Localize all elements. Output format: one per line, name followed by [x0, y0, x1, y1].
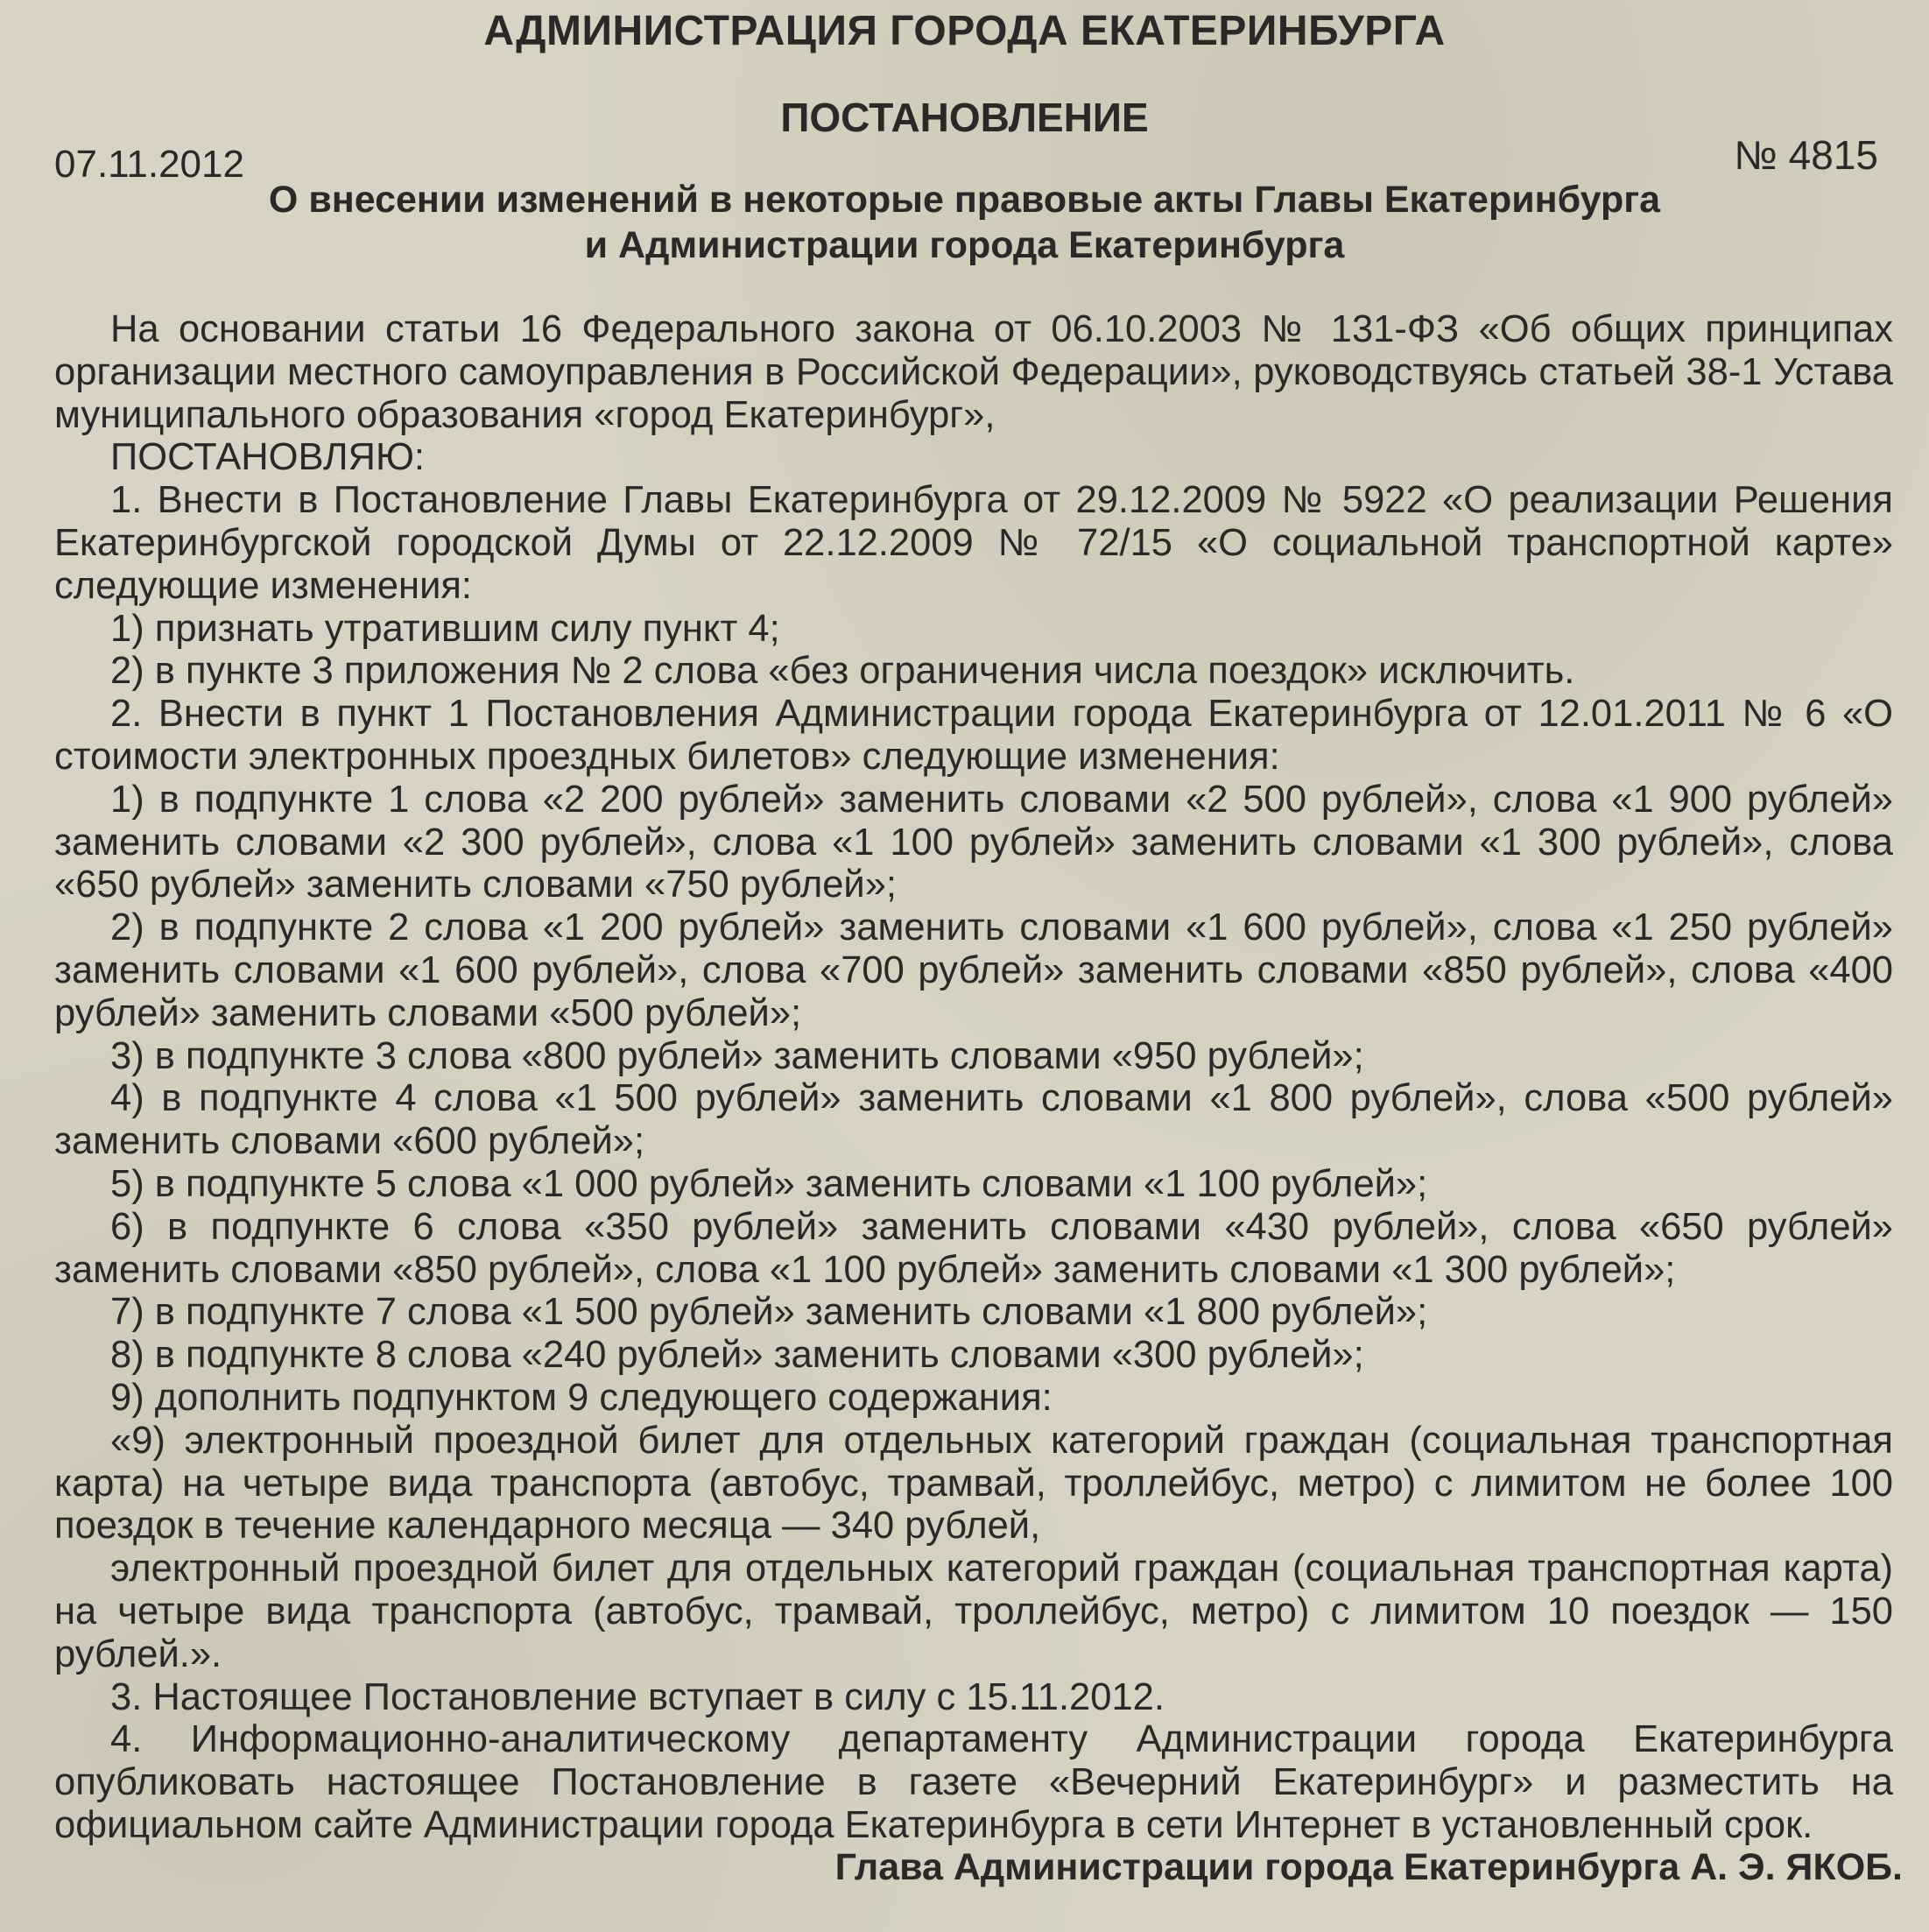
paragraph-item-2-5: 5) в подпункте 5 слова «1 000 рублей» заменить словами «1 100 рублей»; [110, 1162, 1428, 1205]
paragraph-resolve: ПОСТАНОВЛЯЮ: [110, 436, 425, 479]
paragraph-item-3: 3. Настоящее Постановление вступает в силу с 15.11.2012. [110, 1675, 1165, 1718]
paragraph-quoted-9-part-2: электронный проездной билет для отдельных категорий граждан (социальная транспортная карта) на четыре вида транспорта (автобус, трамвай, троллейбус, метро) с лимитом 10 поездок — 150 рублей.». [54, 1548, 1893, 1675]
paragraph-preamble: На основании статьи 16 Федерального закона от 06.10.2003 № 131-ФЗ «Об общих принципах организации местного самоуправления в Российской Федерации», руководствуясь статьей 38-1 Устава муниципального образования «город Екатеринбург», [54, 308, 1893, 436]
paragraph-item-2-8: 8) в подпункте 8 слова «240 рублей» заменить словами «300 рублей»; [110, 1334, 1364, 1377]
document-title-line-1: О внесении изменений в некоторые правовые акты Главы Екатеринбурга [268, 179, 1661, 221]
paragraph-item-1-1: 1) признать утратившим силу пункт 4; [110, 607, 780, 650]
paragraph-item-1: 1. Внести в Постановление Главы Екатеринбурга от 29.12.2009 № 5922 «О реализации Решения Екатеринбургской городской Думы от 22.12.2009 № 72/15 «О социальной транспортной карте» следующие изменения: [54, 479, 1893, 607]
document-date: 07.11.2012 [54, 143, 244, 186]
document-body [54, 308, 1893, 1847]
paragraph-item-2-9: 9) дополнить подпунктом 9 следующего содержания: [110, 1376, 1053, 1419]
paragraph-item-4: 4. Информационно-аналитическому департаменту Администрации города Екатеринбурга опубликовать настоящее Постановление в газете «Вечерний Екатеринбург» и разместить на официальном сайте Администрации города Екатеринбурга в сети Интернет в установленный срок. [54, 1718, 1893, 1846]
paragraph-item-2-1: 1) в подпункте 1 слова «2 200 рублей» заменить словами «2 500 рублей», слова «1 900 рублей» заменить словами «2 300 рублей», слова «1 100 рублей» заменить словами «1 300 рублей», слова «650 рублей» заменить словами «750 рублей»; [54, 778, 1893, 906]
document-number: № 4815 [1734, 132, 1878, 178]
paragraph-quoted-9-part-1: «9) электронный проездной билет для отдельных категорий граждан (социальная транспортная карта) на четыре вида транспорта (автобус, трамвай, троллейбус, метро) с лимитом не более 100 поездок в течение календарного месяца — 340 рублей, [54, 1419, 1893, 1548]
paragraph-item-2: 2. Внести в пункт 1 Постановления Администрации города Екатеринбурга от 12.01.2011 № 6 «О стоимости электронных проездных билетов» следующие изменения: [54, 693, 1893, 778]
paragraph-item-2-7: 7) в подпункте 7 слова «1 500 рублей» заменить словами «1 800 рублей»; [110, 1291, 1428, 1334]
paragraph-item-2-6: 6) в подпункте 6 слова «350 рублей» заменить словами «430 рублей», слова «650 рублей» заменить словами «850 рублей», слова «1 100 рублей» заменить словами «1 300 рублей»; [54, 1205, 1893, 1291]
document-title-line-2: и Администрации города Екатеринбурга [584, 224, 1345, 266]
paragraph-item-1-2: 2) в пункте 3 приложения № 2 слова «без ограничения числа поездок» исключить. [110, 650, 1575, 693]
paragraph-item-2-2: 2) в подпункте 2 слова «1 200 рублей» заменить словами «1 600 рублей», слова «1 250 рублей» заменить словами «1 600 рублей», слова «700 рублей» заменить словами «850 рублей», слова «400 рублей» заменить словами «500 рублей»; [54, 906, 1893, 1034]
document-title [0, 177, 1929, 268]
paragraph-item-2-4: 4) в подпункте 4 слова «1 500 рублей» заменить словами «1 800 рублей», слова «500 рублей» заменить словами «600 рублей»; [54, 1077, 1893, 1163]
signature-line: Глава Администрации города Екатеринбурга А. Э. ЯКОБ. [834, 1846, 1903, 1888]
organization-heading: АДМИНИСТРАЦИЯ ГОРОДА ЕКАТЕРИНБУРГА [483, 8, 1446, 54]
document-type-heading: ПОСТАНОВЛЕНИЕ [780, 95, 1149, 140]
paragraph-item-2-3: 3) в подпункте 3 слова «800 рублей» заменить словами «950 рублей»; [110, 1034, 1364, 1077]
